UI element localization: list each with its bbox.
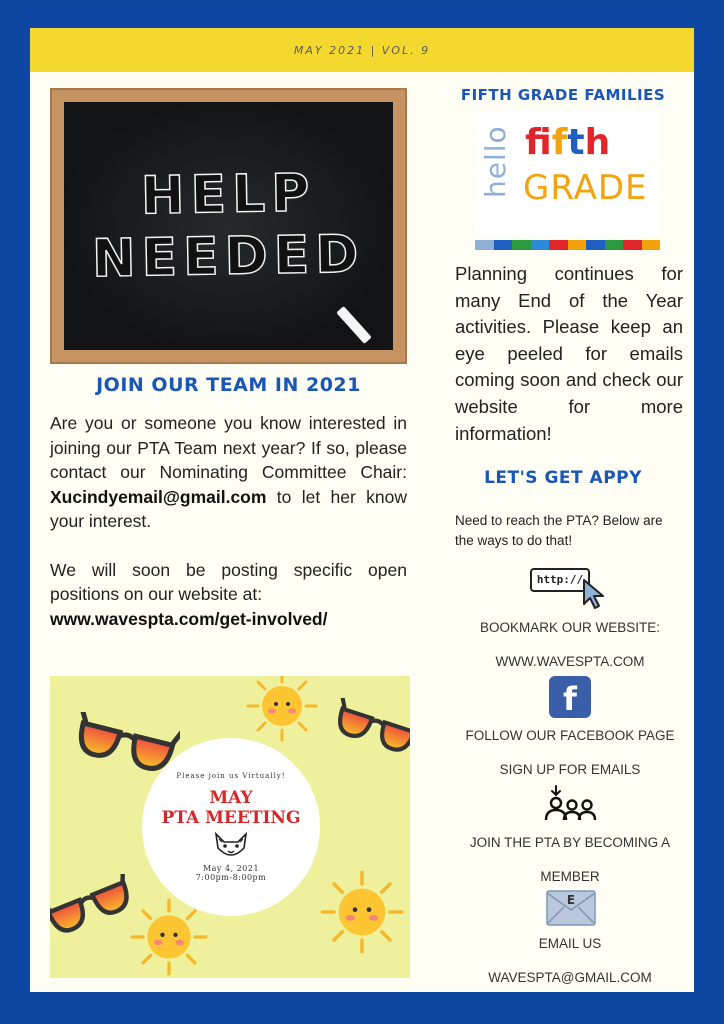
- cursor-arrow-icon: [582, 578, 608, 610]
- logo-letter: t: [567, 122, 585, 163]
- chalk-piece: [336, 306, 372, 344]
- get-involved-link[interactable]: www.wavespta.com/get-involved/: [50, 608, 328, 629]
- color-stripe: [475, 240, 660, 250]
- logo-fifth: [525, 122, 610, 163]
- envelope-icon[interactable]: [546, 890, 596, 926]
- positions-text: We will soon be posting specific open positions on our website at:: [50, 559, 407, 604]
- logo-hello: hello: [479, 125, 512, 198]
- help-needed-image: [50, 88, 407, 364]
- wolf-mascot-icon: [210, 830, 252, 860]
- pta-meeting-flyer: [50, 676, 410, 978]
- join-team-body: [50, 411, 407, 631]
- join-pta-label-2: MEMBER: [540, 869, 600, 884]
- join-text: Are you or someone you know interested in joining our PTA Team next year? If so, please contact our Nominating Committee Chair:: [50, 413, 407, 482]
- join-text-end: to let her know your interest.: [50, 486, 407, 531]
- meeting-title: PTA MEETING: [161, 808, 301, 828]
- sun-icon: [246, 676, 318, 742]
- join-paragraph: [50, 411, 407, 534]
- meeting-time: 7:00pm-8:00pm: [195, 873, 267, 882]
- join-pta-label-1: JOIN THE PTA BY BECOMING A: [469, 835, 671, 850]
- meeting-invite-text: Please join us Virtually!: [176, 772, 286, 780]
- group-members-icon: [542, 784, 598, 824]
- logo-letter: f: [551, 122, 568, 163]
- website-url[interactable]: WWW.WAVESPTA.COM: [495, 654, 645, 669]
- chalk-line-2: NEEDED: [91, 224, 366, 290]
- email-signup-label: SIGN UP FOR EMAILS: [499, 762, 641, 777]
- email-us-label: EMAIL US: [538, 936, 602, 951]
- reach-pta-text: Need to reach the PTA? Below are the ways to do that!: [455, 513, 663, 548]
- header-bar: [30, 28, 694, 72]
- newsletter-page: [30, 28, 694, 992]
- http-label: http://: [530, 568, 590, 592]
- meeting-title-month: MAY: [209, 788, 253, 808]
- sunglasses-icon: [330, 698, 410, 768]
- get-appy-heading: LET'S GET APPY: [484, 468, 642, 488]
- planning-text: Planning continues for many End of the Year activities. Please keep an eye peeled for emails coming soon and check our website for more information!: [455, 263, 683, 444]
- facebook-label: FOLLOW OUR FACEBOOK PAGE: [465, 728, 675, 743]
- issue-label: MAY 2021 | VOL. 9: [293, 43, 431, 57]
- sun-icon: [130, 898, 208, 976]
- meeting-date: May 4, 2021: [202, 864, 260, 873]
- chair-email-link[interactable]: Xucindyemail@gmail.com: [50, 486, 267, 507]
- envelope-letter: E: [566, 893, 576, 907]
- positions-paragraph: [50, 558, 407, 632]
- logo-letter: h: [584, 122, 611, 163]
- hello-fifth-grade-logo: [475, 110, 660, 235]
- fifth-grade-heading: FIFTH GRADE FAMILIES: [460, 86, 666, 104]
- logo-grade: GRADE: [523, 168, 648, 208]
- bookmark-label: BOOKMARK OUR WEBSITE:: [479, 620, 661, 635]
- chalk-line-1: HELP: [140, 163, 317, 227]
- facebook-icon[interactable]: f: [549, 676, 591, 718]
- website-link-icon[interactable]: [530, 566, 610, 612]
- chalkboard: [64, 102, 393, 350]
- sun-icon: [320, 870, 404, 954]
- logo-letter: f: [525, 122, 552, 163]
- meeting-circle: [142, 738, 320, 916]
- join-team-heading: JOIN OUR TEAM IN 2021: [96, 374, 361, 396]
- sunglasses-icon: [50, 874, 140, 946]
- email-address[interactable]: WAVESPTA@GMAIL.COM: [488, 970, 652, 985]
